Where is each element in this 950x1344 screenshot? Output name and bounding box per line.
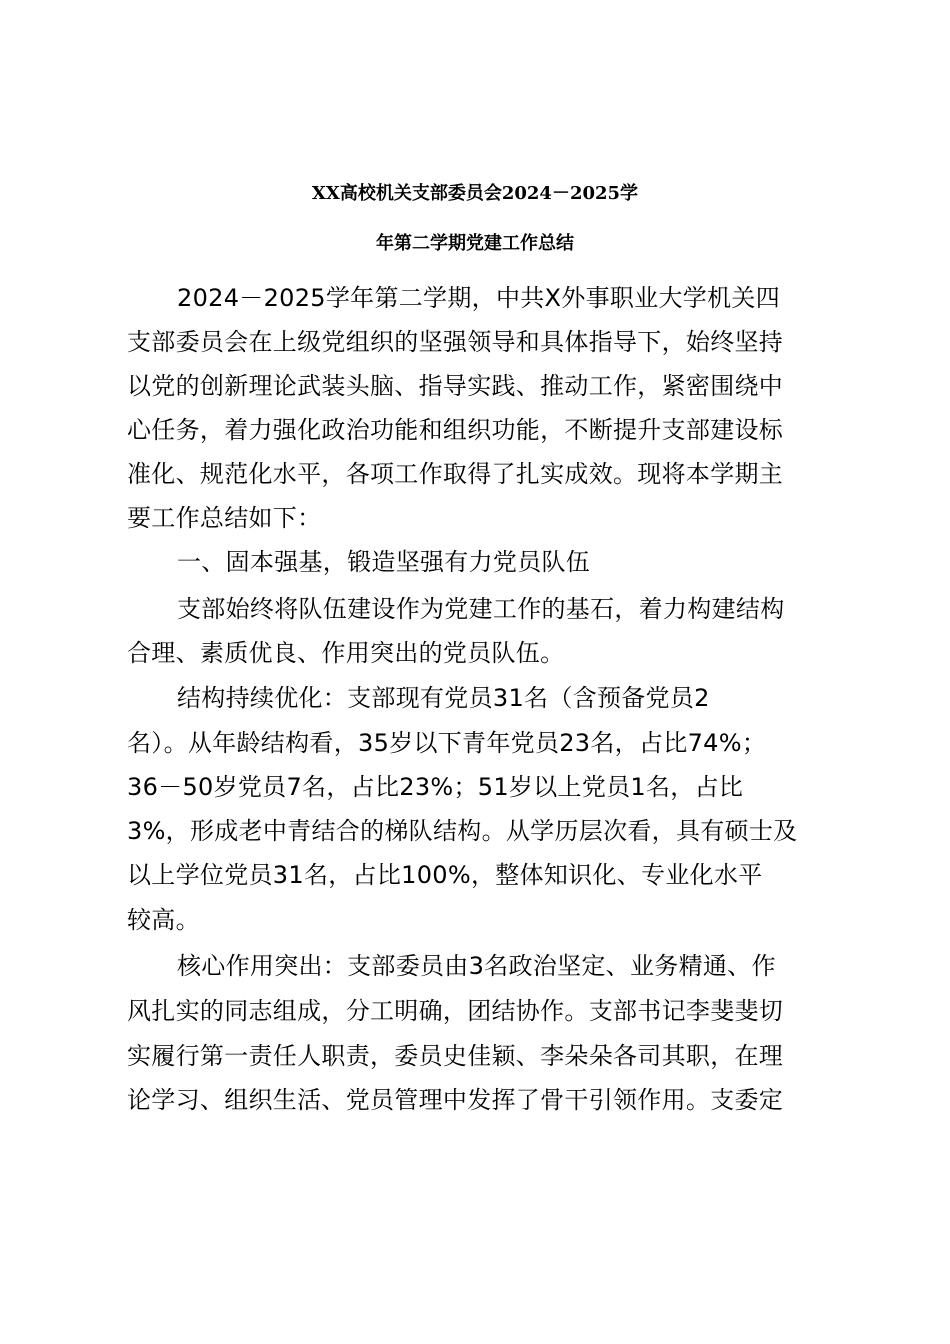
- section-heading-1: 一、固本强基，锻造坚强有力党员队伍: [177, 548, 591, 576]
- body-line-1: 2024－2025学年第二学期，中共X外事职业大学机关四: [177, 284, 780, 312]
- body-line-8: 支部始终将队伍建设作为党建工作的基石，着力构建结构: [177, 595, 785, 623]
- body-line-18: 实履行第一责任人职责，委员史佳颖、李朵朵各司其职，在理: [127, 1042, 784, 1070]
- body-line-19: 论学习、组织生活、党员管理中发挥了骨干引领作用。支委定: [127, 1086, 784, 1114]
- body-line-13: 3%，形成老中青结合的梯队结构。从学历层次看，具有硕士及: [127, 817, 798, 845]
- body-line-15: 较高。: [127, 906, 200, 934]
- body-line-16: 核心作用突出：支部委员由3名政治坚定、业务精通、作: [177, 952, 776, 980]
- body-line-6: 要工作总结如下：: [127, 504, 322, 532]
- body-line-11: 名）。从年龄结构看，35岁以下青年党员23名，占比74%；: [127, 729, 767, 757]
- body-line-4: 心任务，着力强化政治功能和组织功能，不断提升支部建设标: [127, 416, 784, 444]
- document-title-line-2: 年第二学期党建工作总结: [376, 233, 574, 254]
- body-line-9: 合理、素质优良、作用突出的党员队伍。: [127, 639, 565, 667]
- document-title-line-1: XX高校机关支部委员会2024－2025学: [311, 183, 639, 204]
- body-line-10: 结构持续优化：支部现有党员31名（含预备党员2: [177, 684, 710, 712]
- body-line-3: 以党的创新理论武装头脑、指导实践、推动工作，紧密围绕中: [127, 372, 784, 400]
- body-line-5: 准化、规范化水平，各项工作取得了扎实成效。现将本学期主: [127, 460, 784, 488]
- body-line-12: 36－50岁党员7名，占比23%；51岁以上党员1名，占比: [127, 773, 744, 801]
- body-line-17: 风扎实的同志组成，分工明确，团结协作。支部书记李斐斐切: [127, 997, 784, 1025]
- body-line-14: 以上学位党员31名，占比100%，整体知识化、专业化水平: [127, 861, 763, 889]
- body-line-2: 支部委员会在上级党组织的坚强领导和具体指导下，始终坚持: [127, 328, 784, 356]
